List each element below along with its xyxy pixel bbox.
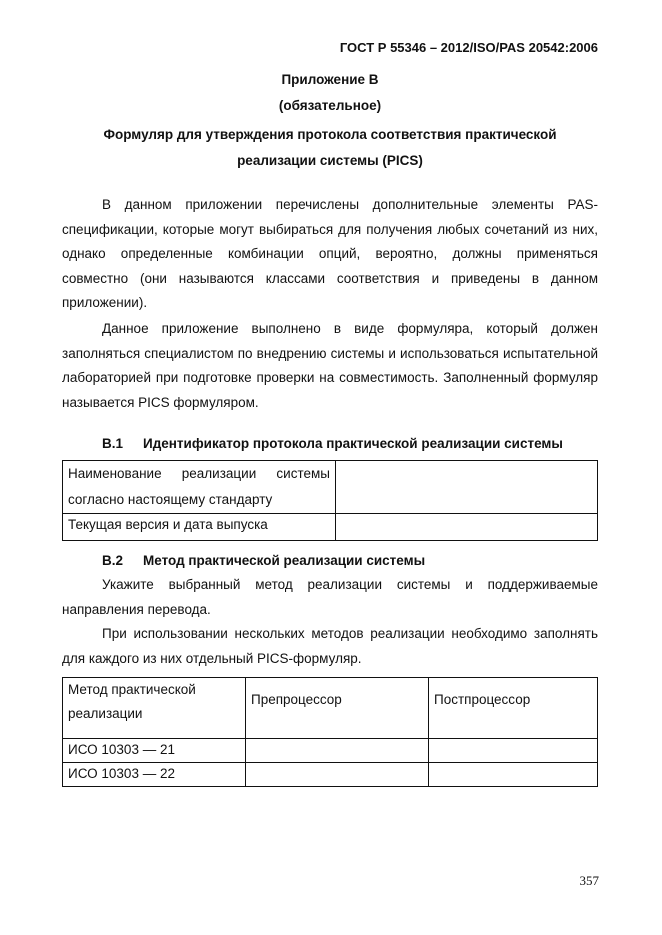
section-b2-title: Метод практической реализации системы (143, 553, 426, 568)
table-row (63, 514, 598, 541)
method-cell: ИСО 10303 — 21 (63, 739, 246, 763)
implementation-name-value[interactable] (336, 461, 598, 514)
column-header-preprocessor: Препроцессор (246, 678, 429, 739)
postprocessor-cell[interactable] (429, 739, 598, 763)
implementation-id-table (62, 460, 598, 541)
paragraph-form-description-text: Данное приложение выполнено в виде формуляра, который должен заполняться специалистом по внедрению системы и использоваться испытательной лабораторией при подготовке проверки на совместимость. Заполненный формуляр называется PICS формуляром. (62, 321, 598, 410)
version-date-value[interactable] (336, 514, 598, 541)
table-row (63, 461, 598, 514)
paragraph-form-description (62, 317, 598, 415)
preprocessor-cell[interactable] (246, 739, 429, 763)
table-row (63, 763, 598, 787)
column-header-postprocessor: Постпроцессор (429, 678, 598, 739)
postprocessor-cell[interactable] (429, 763, 598, 787)
page-number: 357 (579, 873, 599, 888)
paragraph-multiple-methods (62, 622, 598, 671)
appendix-subtitle-line2: реализации системы (PICS) (237, 153, 423, 168)
version-date-label: Текущая версия и дата выпуска (63, 514, 336, 541)
implementation-name-label: Наименование реализации системы согласно настоящему стандарту (63, 461, 336, 514)
appendix-title: Приложение В (281, 72, 379, 87)
section-b1-title: Идентификатор протокола практической реализации системы (143, 436, 563, 451)
column-header-method: Метод практической реализации (63, 678, 246, 739)
paragraph-intro (62, 193, 598, 316)
appendix-subtitle-line1: Формуляр для утверждения протокола соответствия практической (103, 127, 557, 142)
paragraph-method-instruction-text: Укажите выбранный метод реализации системы и поддерживаемые направления перевода. (62, 577, 598, 617)
appendix-subtitle (62, 122, 598, 174)
implementation-method-table (62, 677, 598, 787)
paragraph-intro-text: В данном приложении перечислены дополнительные элементы PAS-спецификации, которые могут выбираться для получения любых сочетаний из них, однако определенные комбинации опций, вероятно, должны применяться совместно (они называются классами соответствия и приведены в данном приложении). (62, 197, 598, 311)
appendix-status: (обязательное) (278, 98, 382, 113)
section-b1-number: В.1 (102, 436, 124, 451)
standard-code-header: ГОСТ Р 55346 – 2012/ISO/PAS 20542:2006 (339, 40, 598, 55)
paragraph-multiple-methods-text: При использовании нескольких методов реализации необходимо заполнять для каждого из них отдельный PICS-формуляр. (62, 626, 598, 666)
table-row (63, 739, 598, 763)
method-cell: ИСО 10303 — 22 (63, 763, 246, 787)
section-b2-number: В.2 (102, 553, 124, 568)
paragraph-method-instruction (62, 573, 598, 622)
preprocessor-cell[interactable] (246, 763, 429, 787)
table-header-row (63, 678, 598, 739)
